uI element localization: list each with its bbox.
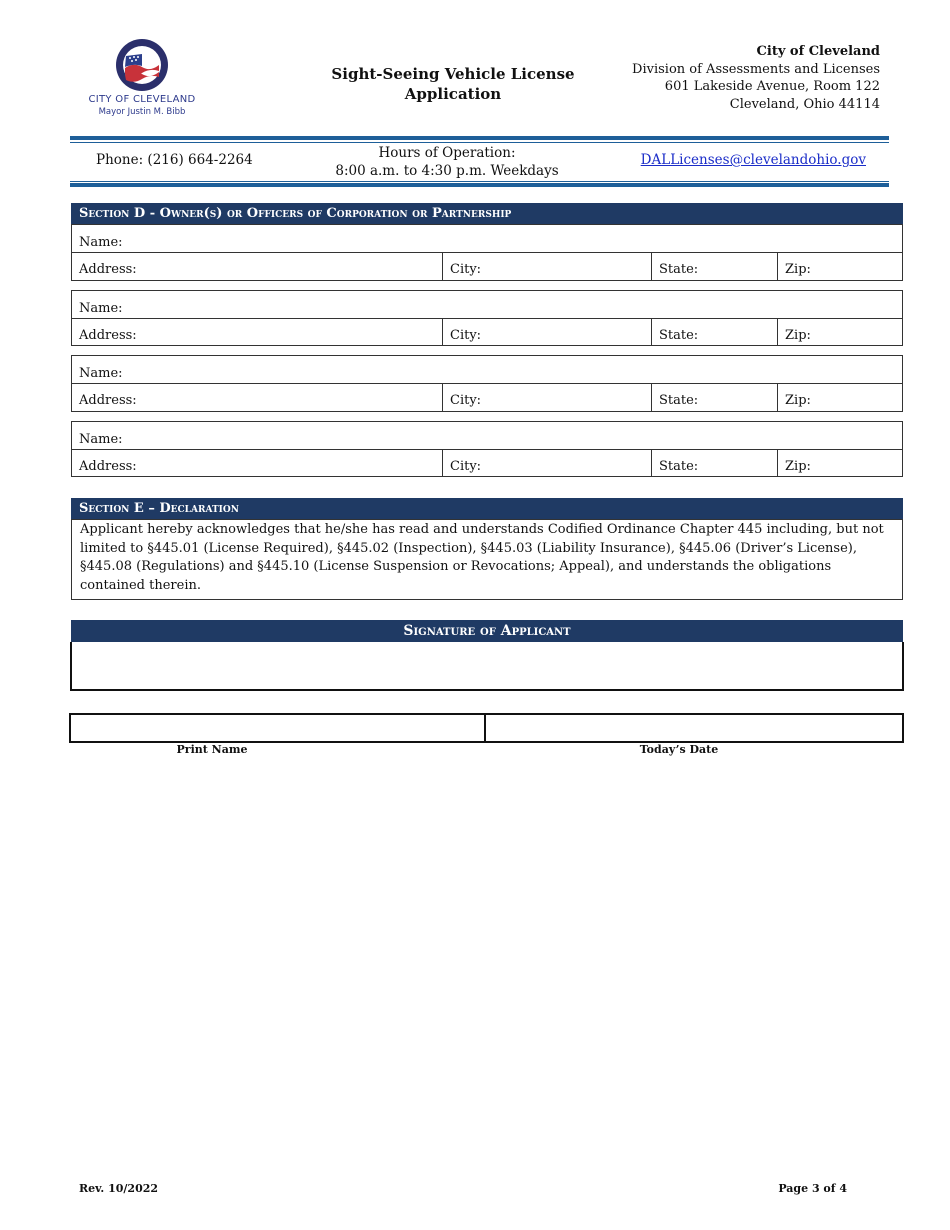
name-label: Name: xyxy=(79,366,123,381)
logo-city-text: CITY OF CLEVELAND xyxy=(88,94,196,105)
org-address-2: Cleveland, Ohio 44114 xyxy=(729,96,880,112)
page-number: Page 3 of 4 xyxy=(778,1182,847,1195)
state-field[interactable] xyxy=(651,450,777,476)
revision-label: Rev. 10/2022 xyxy=(79,1182,159,1195)
page-title xyxy=(300,64,606,104)
name-field[interactable] xyxy=(72,291,902,319)
todays-date-label: Today’s Date xyxy=(639,743,719,756)
org-division: Division of Assessments and Licenses xyxy=(632,61,880,77)
name-label: Name: xyxy=(79,432,123,447)
state-field[interactable] xyxy=(651,319,777,345)
zip-label: Zip: xyxy=(785,393,811,408)
print-name-label: Print Name xyxy=(176,743,248,756)
city-field[interactable] xyxy=(442,450,651,476)
section-e-heading: Section E – Declaration xyxy=(71,498,903,519)
header-rule-thin xyxy=(70,142,889,143)
organization-block xyxy=(632,43,880,113)
signature-field[interactable] xyxy=(70,642,904,691)
zip-label: Zip: xyxy=(785,459,811,474)
address-field[interactable] xyxy=(72,319,442,345)
address-label: Address: xyxy=(79,393,137,408)
email-link[interactable]: DALLicenses@clevelandohio.gov xyxy=(640,152,866,168)
owner-entry-2 xyxy=(71,290,903,346)
contact-bar xyxy=(70,144,889,182)
hours-value: 8:00 a.m. to 4:30 p.m. Weekdays xyxy=(335,163,559,179)
title-line-2: Application xyxy=(404,85,502,103)
zip-field[interactable] xyxy=(777,253,902,280)
declaration-text: Applicant hereby acknowledges that he/she has read and understands Codified Ordinance Chapter 445 including, but not limited to §445.01 (License Required), §445.02 (Inspection), §445.03 (Liability Insurance), §445.06 (Driver’s License), §445.08 (Regulations) and §445.10 (License Suspension or Revocations; Appeal), and understands the obligations contained therein. xyxy=(71,519,903,600)
state-label: State: xyxy=(659,262,699,277)
address-field[interactable] xyxy=(72,384,442,411)
zip-field[interactable] xyxy=(777,319,902,345)
logo-mayor-text: Mayor Justin M. Bibb xyxy=(98,107,186,117)
state-field[interactable] xyxy=(651,253,777,280)
zip-label: Zip: xyxy=(785,262,811,277)
title-line-1: Sight-Seeing Vehicle License xyxy=(331,65,575,83)
owner-entry-1 xyxy=(71,224,903,281)
state-label: State: xyxy=(659,328,699,343)
section-d-heading: Section D - Owner(s) or Officers of Corporation or Partnership xyxy=(71,203,903,224)
print-name-field[interactable] xyxy=(71,715,484,741)
signature-heading: Signature of Applicant xyxy=(71,620,903,642)
header-rule-thick xyxy=(70,136,889,140)
state-field[interactable] xyxy=(651,384,777,411)
owner-entry-4 xyxy=(71,421,903,477)
todays-date-field[interactable] xyxy=(484,715,904,741)
contact-rule-thin xyxy=(70,181,889,182)
address-label: Address: xyxy=(79,328,137,343)
city-field[interactable] xyxy=(442,319,651,345)
address-field[interactable] xyxy=(72,450,442,476)
address-field[interactable] xyxy=(72,253,442,280)
city-field[interactable] xyxy=(442,253,651,280)
org-name: City of Cleveland xyxy=(756,44,880,59)
city-label: City: xyxy=(450,328,482,343)
name-label: Name: xyxy=(79,235,123,250)
zip-field[interactable] xyxy=(777,384,902,411)
phone-number: Phone: (216) 664-2264 xyxy=(96,152,253,168)
address-label: Address: xyxy=(79,262,137,277)
city-label: City: xyxy=(450,393,482,408)
state-label: State: xyxy=(659,459,699,474)
contact-rule-thick xyxy=(70,183,889,187)
name-label: Name: xyxy=(79,301,123,316)
zip-label: Zip: xyxy=(785,328,811,343)
owner-entry-3 xyxy=(71,355,903,412)
city-field[interactable] xyxy=(442,384,651,411)
city-seal-logo xyxy=(112,38,172,92)
address-label: Address: xyxy=(79,459,137,474)
hours-label: Hours of Operation: xyxy=(378,145,516,161)
org-address-1: 601 Lakeside Avenue, Room 122 xyxy=(664,79,880,94)
name-field[interactable] xyxy=(72,225,902,253)
zip-field[interactable] xyxy=(777,450,902,476)
name-field[interactable] xyxy=(72,356,902,384)
state-label: State: xyxy=(659,393,699,408)
name-field[interactable] xyxy=(72,422,902,450)
city-label: City: xyxy=(450,262,482,277)
city-label: City: xyxy=(450,459,482,474)
name-date-row xyxy=(69,713,904,743)
hours-of-operation xyxy=(300,144,594,180)
